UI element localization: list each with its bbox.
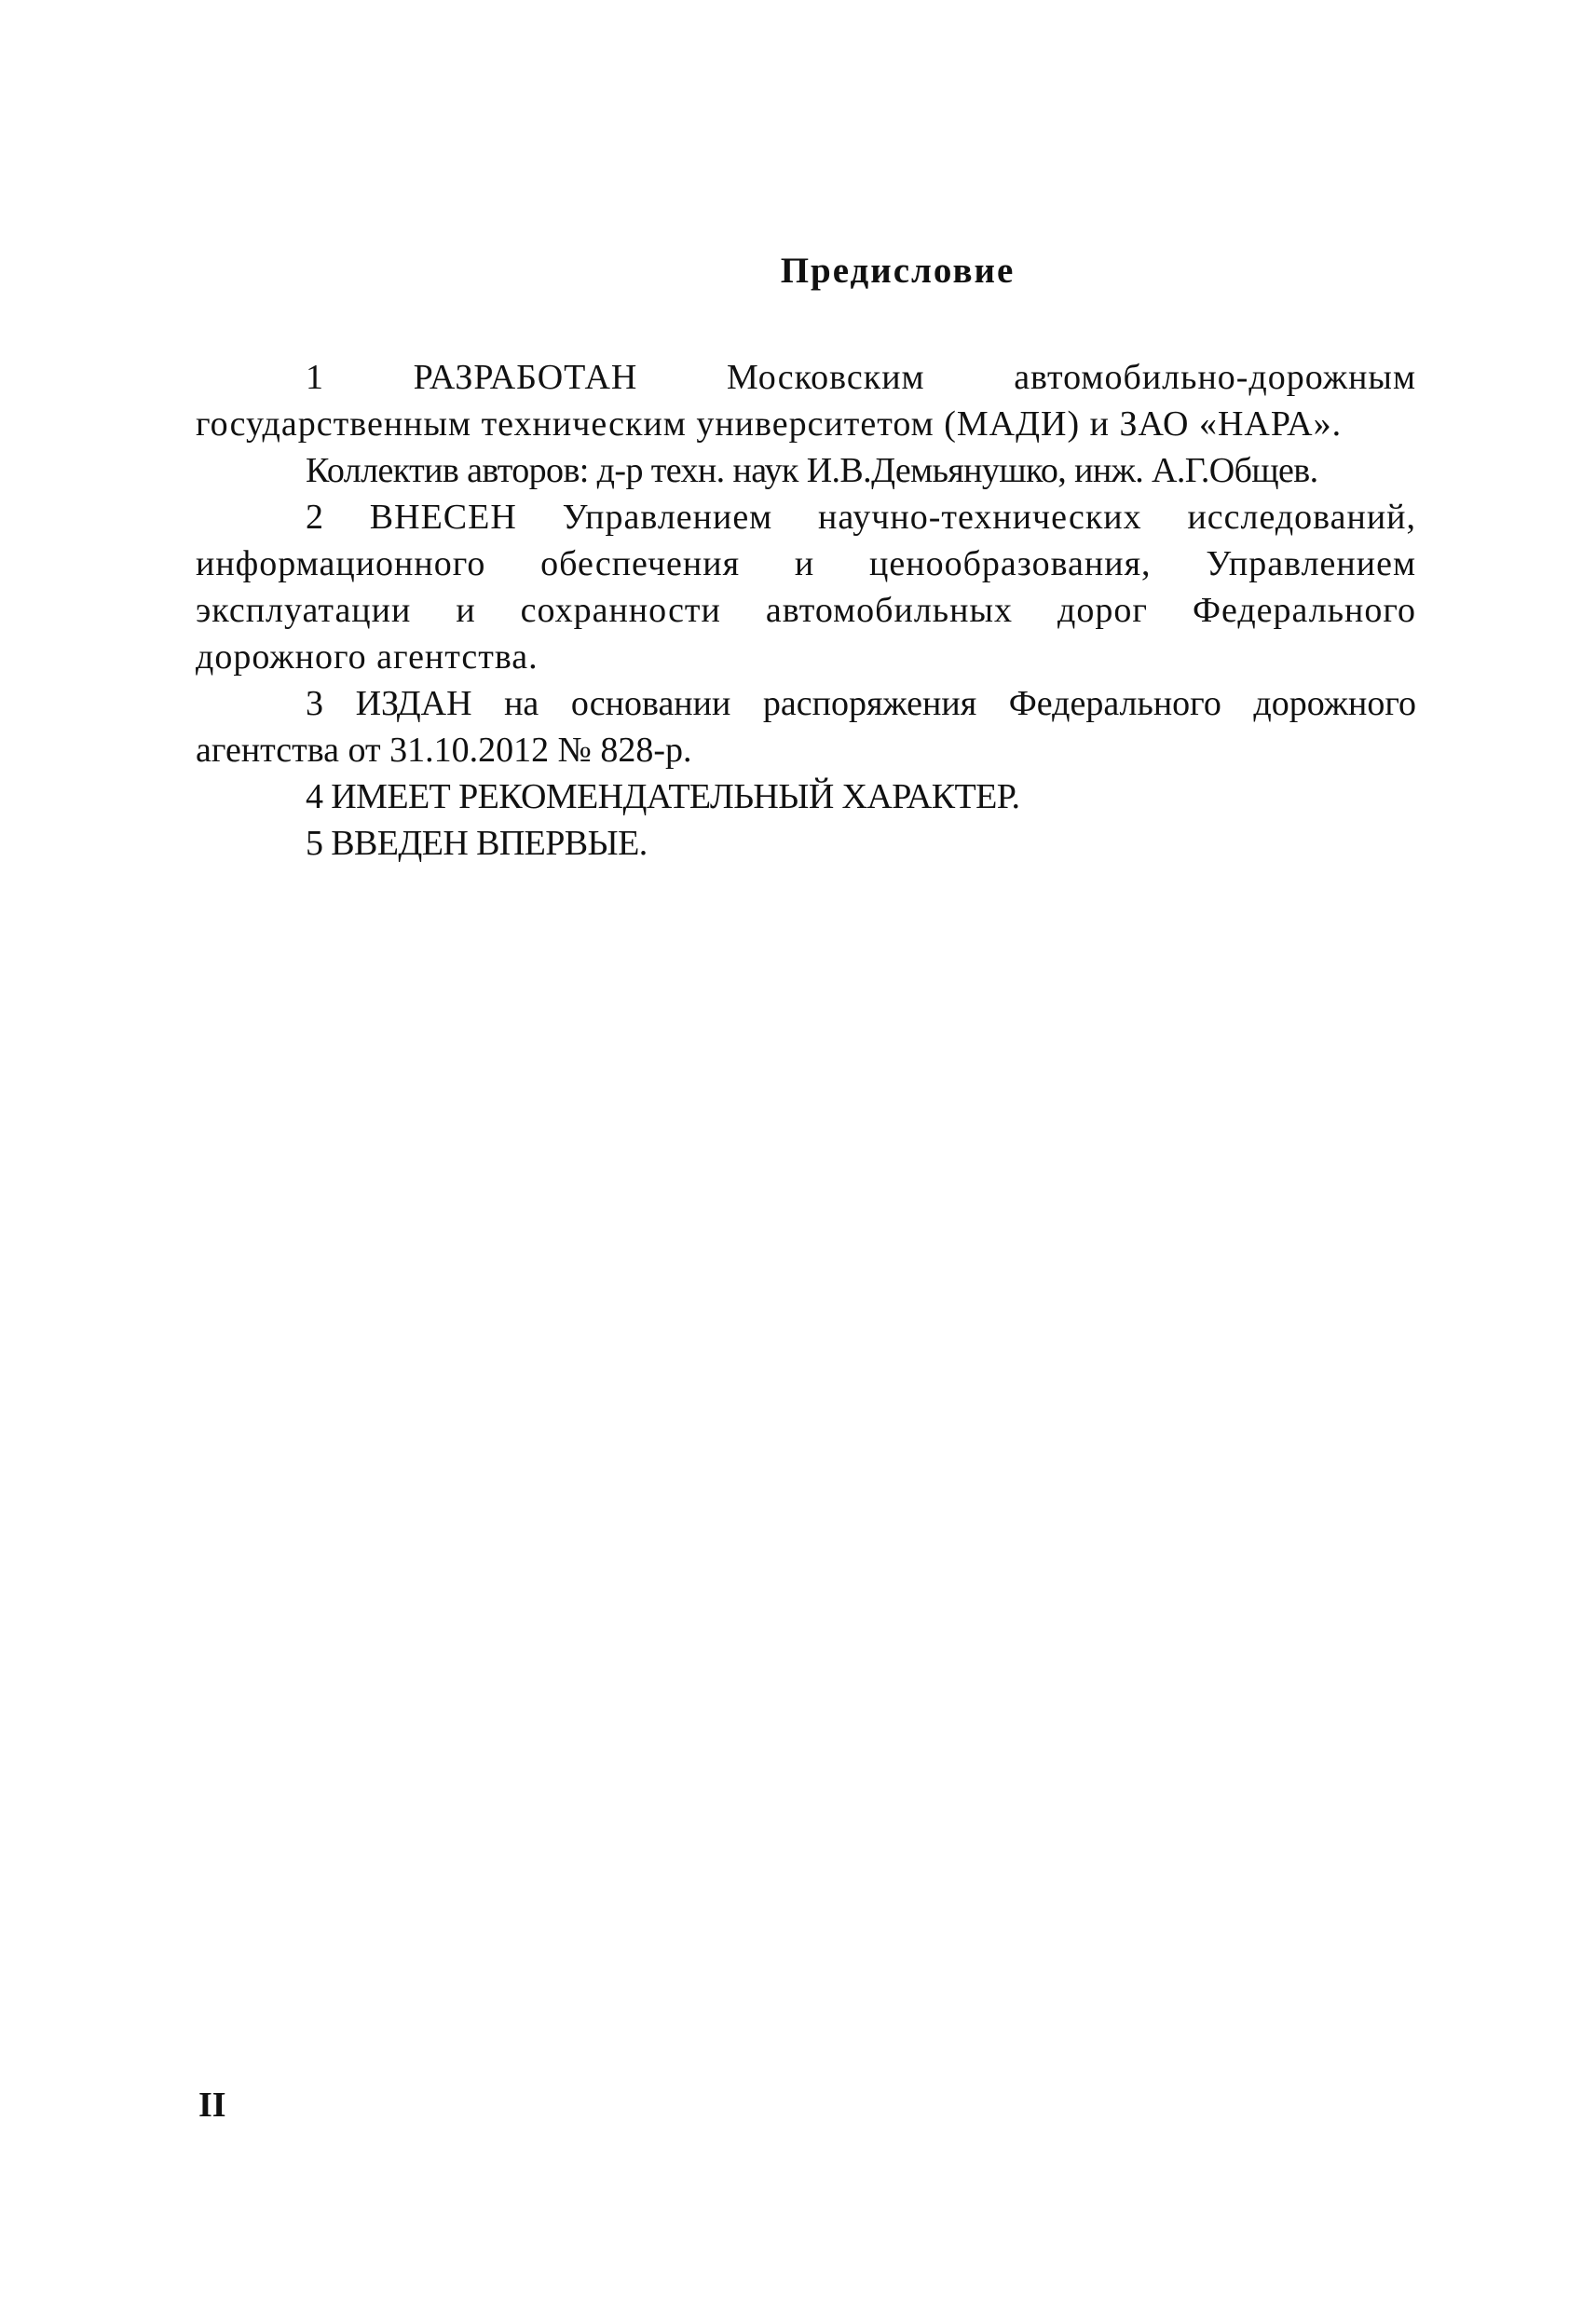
- page-number: II: [198, 2086, 226, 2125]
- paragraph-recommendatory: 4 ИМЕЕТ РЕКОМЕНДАТЕЛЬНЫЙ ХАРАКТЕР.: [306, 777, 1020, 816]
- paragraph-introduced-by: 2 ВНЕСЕН Управлением научно-технических исследований, информационного обеспечения и ценообразования, Управлением эксплуатации и сохранности автомобильных дорог Федерального дорожного агентства.: [196, 498, 1416, 677]
- paragraph-developed-by: 1 РАЗРАБОТАН Московским автомобильно-дорожным государственным техническим университетом (МАДИ) и ЗАО «НАРА».: [196, 358, 1416, 444]
- paragraph-introduced-first: 5 ВВЕДЕН ВПЕРВЫЕ.: [306, 824, 648, 863]
- page-title: Предисловие: [780, 251, 1016, 291]
- paragraph-authors: Коллектив авторов: д-р техн. наук И.В.Демьянушко, инж. А.Г.Общев.: [306, 451, 1318, 490]
- paragraph-issued: 3 ИЗДАН на основании распоряжения Федерального дорожного агентства от 31.10.2012 № 828-р.: [196, 684, 1416, 770]
- preface-body: [196, 354, 1416, 867]
